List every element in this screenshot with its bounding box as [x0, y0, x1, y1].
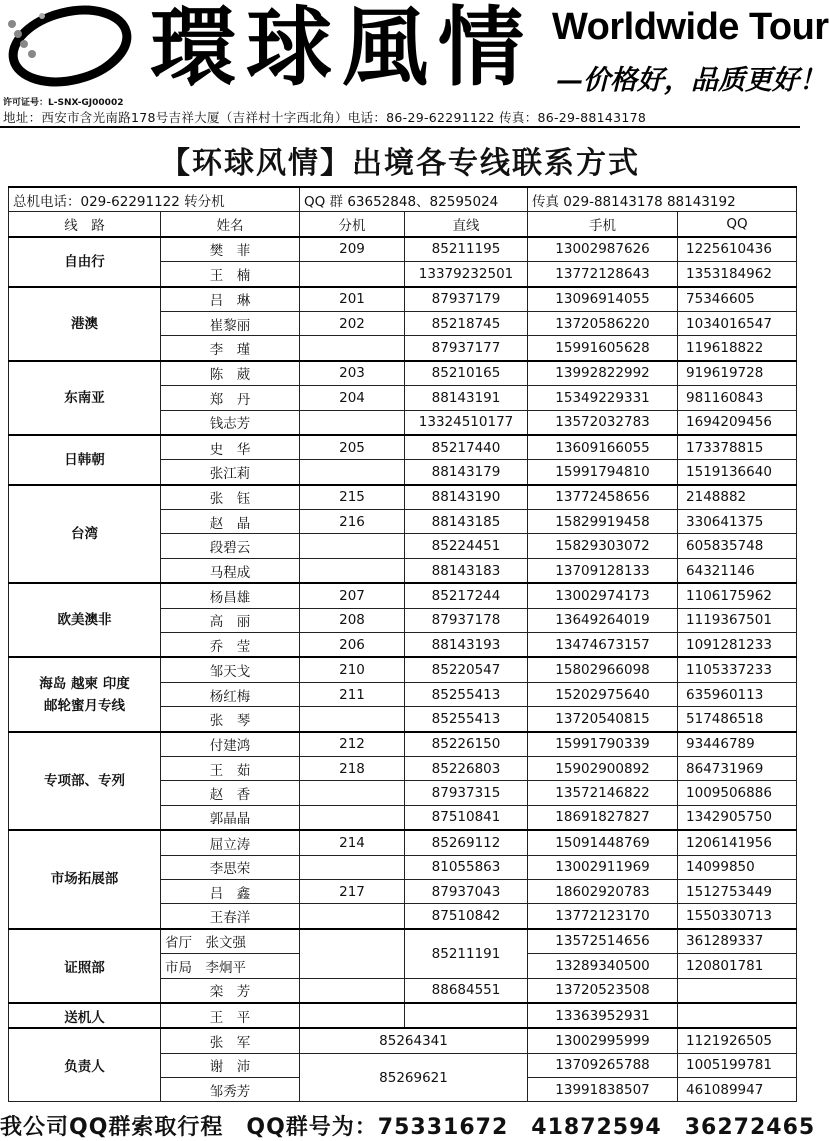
mobile-number: 18602920783 — [528, 879, 678, 903]
contact-name: 邹秀芳 — [161, 1078, 300, 1102]
mobile-number: 15991794810 — [528, 460, 678, 485]
contact-name: 王 平 — [161, 1003, 300, 1028]
mobile-number: 13992822992 — [528, 361, 678, 386]
extension: 202 — [300, 311, 405, 335]
table-row — [9, 583, 797, 608]
qq-number: 14099850 — [678, 855, 797, 879]
mobile-number: 13709265788 — [528, 1053, 678, 1077]
extension: 215 — [300, 485, 405, 510]
table-row — [9, 287, 797, 312]
table-row — [9, 1028, 797, 1053]
route-cell: 欧美澳非 — [9, 583, 161, 657]
table-row — [9, 657, 797, 682]
mobile-number: 15991790339 — [528, 732, 678, 757]
col-qq: QQ — [678, 212, 797, 237]
qq-number: 361289337 — [678, 929, 797, 954]
contact-name: 高 丽 — [161, 608, 300, 632]
direct-line: 85210165 — [405, 361, 528, 386]
mobile-number: 15902900892 — [528, 756, 678, 780]
mobile-number: 13002995999 — [528, 1028, 678, 1053]
extension: 217 — [300, 879, 405, 903]
route-cell: 证照部 — [9, 929, 161, 1003]
extension: 218 — [300, 756, 405, 780]
extension — [300, 929, 405, 978]
direct-line: 88143193 — [405, 633, 528, 658]
qq-number: 330641375 — [678, 510, 797, 534]
direct-line: 13379232501 — [405, 262, 528, 287]
extension — [300, 978, 405, 1003]
main-phone: 总机电话：029-62291122 转分机 — [9, 187, 300, 212]
route-cell: 东南亚 — [9, 361, 161, 435]
contact-name: 陈 葳 — [161, 361, 300, 386]
contact-name: 王春洋 — [161, 904, 300, 929]
direct-line: 87937178 — [405, 608, 528, 632]
contact-name: 吕 琳 — [161, 287, 300, 312]
office-phone: 85269621 — [300, 1053, 528, 1102]
direct-line: 85226150 — [405, 732, 528, 757]
extension — [300, 558, 405, 583]
contact-name: 屈立涛 — [161, 830, 300, 855]
direct-line: 85218745 — [405, 311, 528, 335]
direct-line — [405, 1003, 528, 1028]
route-cell: 负责人 — [9, 1028, 161, 1102]
contact-name: 栾 芳 — [161, 978, 300, 1003]
qq-number: 64321146 — [678, 558, 797, 583]
office-phone: 85264341 — [300, 1028, 528, 1053]
route-cell: 台湾 — [9, 485, 161, 584]
qq-number: 1009506886 — [678, 781, 797, 805]
contact-name: 张江莉 — [161, 460, 300, 485]
mobile-number: 15991605628 — [528, 336, 678, 361]
contact-name: 赵 香 — [161, 781, 300, 805]
table-row — [9, 830, 797, 855]
route-cell: 日韩朝 — [9, 435, 161, 485]
qq-number: 1091281233 — [678, 633, 797, 658]
col-mobile: 手机 — [528, 212, 678, 237]
direct-line: 88684551 — [405, 978, 528, 1003]
direct-line: 13324510177 — [405, 410, 528, 435]
extension: 207 — [300, 583, 405, 608]
contact-name: 史 华 — [161, 435, 300, 460]
qq-number: 864731969 — [678, 756, 797, 780]
contact-name: 张 琴 — [161, 707, 300, 732]
qq-number: 1119367501 — [678, 608, 797, 632]
qq-number: 1106175962 — [678, 583, 797, 608]
mobile-number: 13474673157 — [528, 633, 678, 658]
direct-line: 88143185 — [405, 510, 528, 534]
page-title: 【环球风情】出境各专线联系方式 — [160, 146, 640, 181]
qq-number: 1121926505 — [678, 1028, 797, 1053]
contact-name: 付建鸿 — [161, 732, 300, 757]
direct-line: 88143190 — [405, 485, 528, 510]
extension — [300, 904, 405, 929]
contact-name: 省厅 张文强 — [161, 929, 300, 954]
mobile-number: 13720540815 — [528, 707, 678, 732]
direct-line: 87937179 — [405, 287, 528, 312]
header-divider — [0, 126, 800, 128]
qq-number — [678, 1003, 797, 1028]
mobile-number: 13720523508 — [528, 978, 678, 1003]
extension — [300, 262, 405, 287]
mobile-number: 13572032783 — [528, 410, 678, 435]
mobile-number: 15829919458 — [528, 510, 678, 534]
contact-name: 市局 李炯平 — [161, 954, 300, 978]
extension: 201 — [300, 287, 405, 312]
table-row — [9, 361, 797, 386]
mobile-number: 13991838507 — [528, 1078, 678, 1102]
qq-number: 2148882 — [678, 485, 797, 510]
direct-line: 85224451 — [405, 534, 528, 558]
qq-number: 1225610436 — [678, 237, 797, 262]
extension: 214 — [300, 830, 405, 855]
contact-name: 王 楠 — [161, 262, 300, 287]
extension — [300, 781, 405, 805]
extension: 212 — [300, 732, 405, 757]
license-number: 许可证号：L-SNX-GJ00002 — [3, 98, 124, 108]
extension — [300, 410, 405, 435]
fax-info: 传真 029-88143178 88143192 — [528, 187, 797, 212]
contact-name: 王 茹 — [161, 756, 300, 780]
mobile-number: 15349229331 — [528, 386, 678, 410]
brand-title: 環球風情 — [150, 0, 534, 98]
mobile-number: 15202975640 — [528, 682, 678, 706]
table-row — [9, 732, 797, 757]
info-row — [9, 187, 797, 212]
table-row — [9, 435, 797, 460]
extension: 210 — [300, 657, 405, 682]
qq-number: 461089947 — [678, 1078, 797, 1102]
globe-logo-icon — [2, 2, 132, 92]
qq-number: 1034016547 — [678, 311, 797, 335]
mobile-number: 15802966098 — [528, 657, 678, 682]
qq-number: 635960113 — [678, 682, 797, 706]
extension: 206 — [300, 633, 405, 658]
qq-number: 173378815 — [678, 435, 797, 460]
route-cell: 专项部、专列 — [9, 732, 161, 831]
mobile-number: 13096914055 — [528, 287, 678, 312]
contact-name: 谢 沛 — [161, 1053, 300, 1077]
contact-name: 赵 晶 — [161, 510, 300, 534]
extension: 211 — [300, 682, 405, 706]
contact-name: 樊 菲 — [161, 237, 300, 262]
direct-line: 88143179 — [405, 460, 528, 485]
mobile-number: 13002911969 — [528, 855, 678, 879]
extension — [300, 534, 405, 558]
contact-name: 崔黎丽 — [161, 311, 300, 335]
qq-number: 93446789 — [678, 732, 797, 757]
column-header-row — [9, 212, 797, 237]
contact-name: 邹天戈 — [161, 657, 300, 682]
route-cell: 海岛 越柬 印度 邮轮蜜月专线 — [9, 657, 161, 731]
mobile-number: 13772458656 — [528, 485, 678, 510]
qq-number: 75346605 — [678, 287, 797, 312]
contact-name: 吕 鑫 — [161, 879, 300, 903]
mobile-number: 13002974173 — [528, 583, 678, 608]
extension: 208 — [300, 608, 405, 632]
extension: 204 — [300, 386, 405, 410]
qq-number: 1512753449 — [678, 879, 797, 903]
mobile-number: 15091448769 — [528, 830, 678, 855]
extension: 216 — [300, 510, 405, 534]
mobile-number: 13772123170 — [528, 904, 678, 929]
direct-line: 88143183 — [405, 558, 528, 583]
mobile-number: 13289340500 — [528, 954, 678, 978]
direct-line: 85211191 — [405, 929, 528, 978]
direct-line: 85217244 — [405, 583, 528, 608]
direct-line: 87510842 — [405, 904, 528, 929]
extension: 203 — [300, 361, 405, 386]
direct-line: 87510841 — [405, 805, 528, 830]
mobile-number: 13002987626 — [528, 237, 678, 262]
table-row — [9, 237, 797, 262]
extension — [300, 707, 405, 732]
qq-number: 517486518 — [678, 707, 797, 732]
mobile-number: 15829303072 — [528, 534, 678, 558]
direct-line: 85220547 — [405, 657, 528, 682]
extension — [300, 460, 405, 485]
qq-number: 1694209456 — [678, 410, 797, 435]
brand-english: Worldwide Tour — [552, 6, 829, 48]
qq-number: 1105337233 — [678, 657, 797, 682]
contact-name: 李思荣 — [161, 855, 300, 879]
qq-group-info: QQ 群 63652848、82595024 — [300, 187, 528, 212]
contact-name: 钱志芳 — [161, 410, 300, 435]
direct-line: 85255413 — [405, 707, 528, 732]
qq-number: 981160843 — [678, 386, 797, 410]
table-row — [9, 485, 797, 510]
contact-name: 马程成 — [161, 558, 300, 583]
extension — [300, 1003, 405, 1028]
contact-name: 杨昌雄 — [161, 583, 300, 608]
qq-number: 120801781 — [678, 954, 797, 978]
col-ext: 分机 — [300, 212, 405, 237]
mobile-number: 13572514656 — [528, 929, 678, 954]
mobile-number: 13709128133 — [528, 558, 678, 583]
mobile-number: 13609166055 — [528, 435, 678, 460]
qq-number: 605835748 — [678, 534, 797, 558]
direct-line: 85217440 — [405, 435, 528, 460]
direct-line: 87937043 — [405, 879, 528, 903]
mobile-number: 13649264019 — [528, 608, 678, 632]
direct-line: 87937315 — [405, 781, 528, 805]
route-cell: 送机人 — [9, 1003, 161, 1028]
col-direct: 直线 — [405, 212, 528, 237]
contact-table — [8, 186, 797, 1102]
qq-number: 919619728 — [678, 361, 797, 386]
route-cell: 市场拓展部 — [9, 830, 161, 929]
mobile-number: 13720586220 — [528, 311, 678, 335]
extension — [300, 855, 405, 879]
direct-line: 87937177 — [405, 336, 528, 361]
mobile-number: 13363952931 — [528, 1003, 678, 1028]
direct-line: 81055863 — [405, 855, 528, 879]
qq-number: 1342905750 — [678, 805, 797, 830]
extension — [300, 805, 405, 830]
qq-number: 1206141956 — [678, 830, 797, 855]
contact-name: 张 军 — [161, 1028, 300, 1053]
contact-name: 李 瑾 — [161, 336, 300, 361]
page-header — [0, 0, 829, 128]
extension: 209 — [300, 237, 405, 262]
mobile-number: 13772128643 — [528, 262, 678, 287]
direct-line: 88143191 — [405, 386, 528, 410]
table-row — [9, 929, 797, 954]
qq-number — [678, 978, 797, 1003]
contact-name: 杨红梅 — [161, 682, 300, 706]
col-name: 姓名 — [161, 212, 300, 237]
col-route: 线 路 — [9, 212, 161, 237]
extension: 205 — [300, 435, 405, 460]
contact-name: 张 钰 — [161, 485, 300, 510]
qq-number: 1005199781 — [678, 1053, 797, 1077]
route-cell: 自由行 — [9, 237, 161, 287]
qq-number: 1353184962 — [678, 262, 797, 287]
direct-line: 85211195 — [405, 237, 528, 262]
contact-name: 段碧云 — [161, 534, 300, 558]
route-cell: 港澳 — [9, 287, 161, 361]
direct-line: 85269112 — [405, 830, 528, 855]
contact-name: 郑 丹 — [161, 386, 300, 410]
mobile-number: 13572146822 — [528, 781, 678, 805]
contact-name: 乔 莹 — [161, 633, 300, 658]
qq-number: 1519136640 — [678, 460, 797, 485]
direct-line: 85255413 — [405, 682, 528, 706]
address-line: 地址：西安市含光南路178号吉祥大厦（吉祥村十字西北角）电话：86-29-62291122 传真：86-29-88143178 — [3, 110, 647, 125]
table-row — [9, 1003, 797, 1028]
footer-qq-groups: 我公司QQ群索取行程 QQ群号为：75331672 41872594 36272465 — [0, 1115, 816, 1140]
mobile-number: 18691827827 — [528, 805, 678, 830]
contact-name: 郭晶晶 — [161, 805, 300, 830]
extension — [300, 336, 405, 361]
slogan: —价格好，品质更好！ — [556, 65, 826, 96]
qq-number: 119618822 — [678, 336, 797, 361]
qq-number: 1550330713 — [678, 904, 797, 929]
direct-line: 85226803 — [405, 756, 528, 780]
